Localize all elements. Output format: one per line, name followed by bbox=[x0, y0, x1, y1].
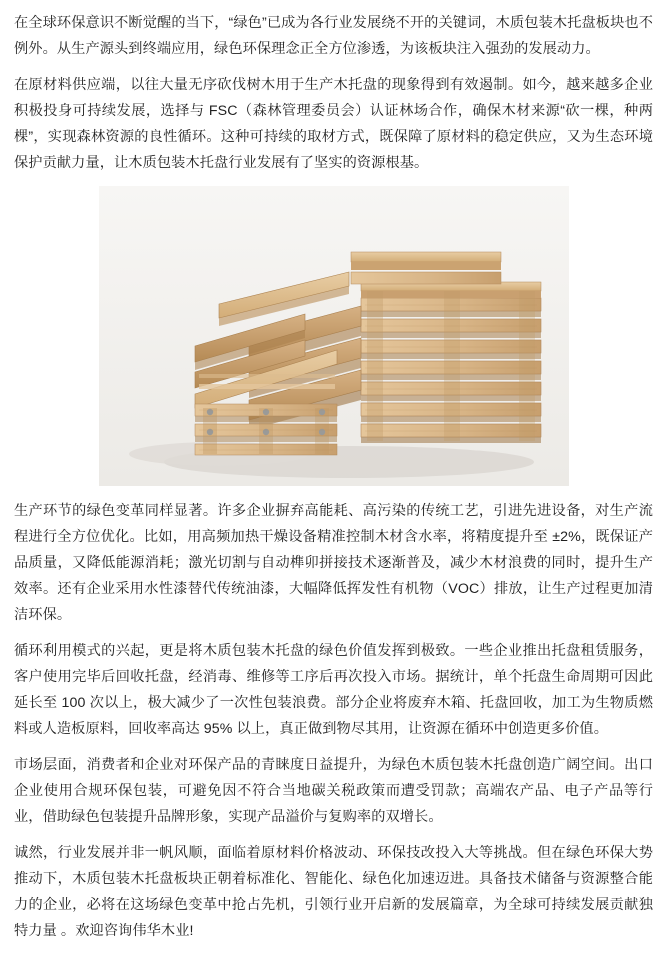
wooden-pallets-photo bbox=[99, 186, 569, 486]
paragraph: 市场层面，消费者和企业对环保产品的青睐度日益提升，为绿色木质包装木托盘创造广阔空间。出口企业使用合规环保包装，可避免因不符合当地碳关税政策而遭受罚款；高端农产品、电子产品等行业，借助绿色包装提升品牌形象，实现产品溢价与复购率的双增长。 bbox=[14, 757, 653, 825]
paragraph: 循环利用模式的兴起，更是将木质包装木托盘的绿色价值发挥到极致。一些企业推出托盘租赁服务，客户使用完毕后回收托盘，经消毒、维修等工序后再次投入市场。据统计，单个托盘生命周期可因此延长至 100 次以上，极大减少了一次性包装浪费。部分企业将废弃木箱、托盘回收，加工为生物质燃料或人造板原料，回收率高达 95% 以上，真正做到物尽其用，让资源在循环中创造更多价值。 bbox=[14, 643, 653, 737]
figure-wooden-pallets bbox=[14, 186, 653, 486]
paragraph: 诚然，行业发展并非一帆风顺，面临着原材料价格波动、环保技改投入大等挑战。但在绿色环保大势推动下，木质包装木托盘板块正朝着标准化、智能化、绿色化加速迈进。具备技术储备与资源整合能力的企业，必将在这场绿色变革中抢占先机，引领行业开启新的发展篇章，为全球可持续发展贡献独特力量 。欢迎咨询伟华木业! bbox=[14, 845, 653, 939]
paragraph: 生产环节的绿色变革同样显著。许多企业摒弃高能耗、高污染的传统工艺，引进先进设备，对生产流程进行全方位优化。比如，用高频加热干燥设备精准控制木材含水率，将精度提升至 ±2%，既保证产品质量，又降低能源消耗；激光切割与自动榫卯拼接技术逐渐普及，减少木材浪费的同时，提升生产效率。还有企业采用水性漆替代传统油漆，大幅降低挥发性有机物（VOC）排放，让生产过程更加清洁环保。 bbox=[14, 503, 653, 623]
paragraph: 在全球环保意识不断觉醒的当下，“绿色”已成为各行业发展绕不开的关键词，木质包装木托盘板块也不例外。从生产源头到终端应用，绿色环保理念正全方位渗透，为该板块注入强劲的发展动力。 bbox=[14, 15, 653, 57]
paragraph: 在原材料供应端，以往大量无序砍伐树木用于生产木托盘的现象得到有效遏制。如今，越来越多企业积极投身可持续发展，选择与 FSC（森林管理委员会）认证林场合作，确保木材来源“砍一棵，种两棵”，实现森林资源的良性循环。这种可持续的取材方式，既保障了原材料的稳定供应，又为生态环境保护贡献力量，让木质包装木托盘行业发展有了坚实的资源根基。 bbox=[14, 77, 653, 171]
